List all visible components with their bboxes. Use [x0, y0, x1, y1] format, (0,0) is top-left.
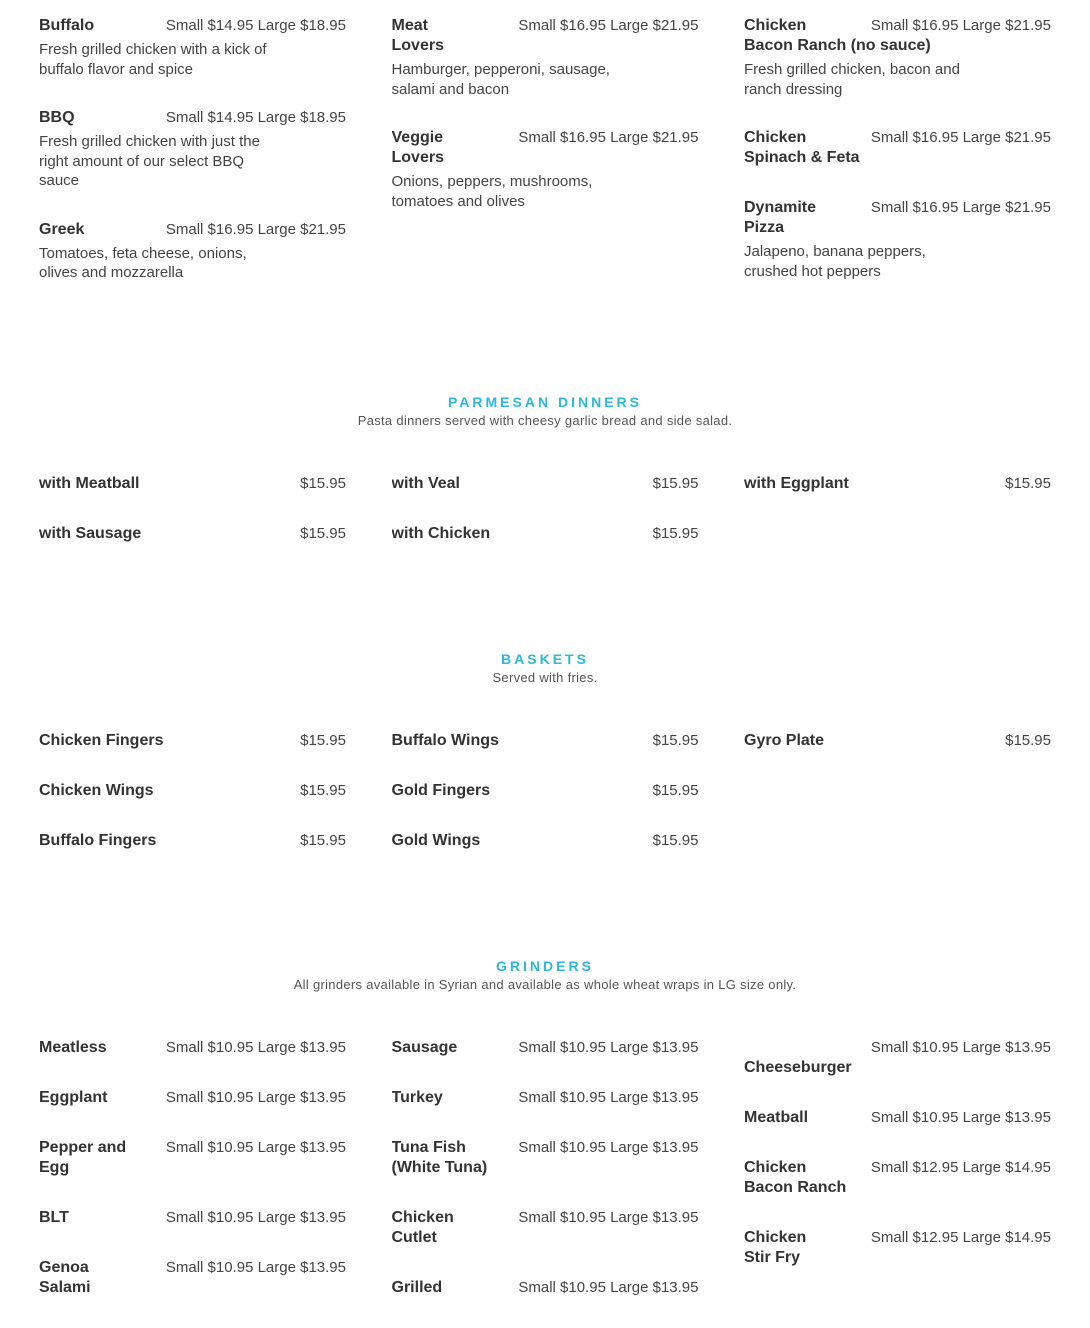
item-price: $15.95	[1005, 732, 1051, 749]
menu-item	[744, 198, 1051, 281]
menu-item	[744, 1158, 1051, 1198]
section-title: GRINDERS	[496, 958, 594, 974]
item-name: Pepper and Egg	[39, 1139, 127, 1176]
menu-item	[39, 108, 346, 191]
item-price: $15.95	[652, 782, 699, 799]
item-name: Meat Lovers	[391, 17, 444, 54]
item-name: Veggie Lovers	[391, 129, 444, 166]
menu-item	[39, 474, 346, 494]
item-name: BLT	[39, 1209, 69, 1226]
item-price: Small $16.95 Large $21.95	[165, 220, 346, 238]
item-name: Genoa Salami	[39, 1259, 91, 1296]
menu-item	[39, 1038, 346, 1058]
grinders-header	[0, 957, 1090, 992]
section-subtitle: All grinders available in Syrian and available as whole wheat wraps in LG size only.	[293, 977, 797, 992]
item-description: Tomatoes, feta cheese, onions, olives and mozzarella	[39, 244, 247, 281]
item-price: Small $10.95 Large $13.95	[165, 1209, 346, 1226]
menu-item	[744, 1108, 1051, 1128]
menu-item	[39, 524, 346, 544]
item-price: $15.95	[300, 525, 346, 542]
item-name: Meatball	[744, 1109, 809, 1126]
item-name: with Meatball	[39, 475, 140, 492]
item-price: Small $10.95 Large $13.95	[165, 1139, 346, 1156]
pizza-section	[39, 16, 1051, 312]
menu-column	[392, 16, 699, 312]
item-name: with Chicken	[391, 525, 491, 542]
item-name: with Sausage	[39, 525, 142, 542]
baskets-section	[39, 731, 1051, 881]
menu-column	[39, 16, 346, 312]
item-price: $15.95	[652, 475, 699, 492]
item-price: $15.95	[300, 475, 346, 492]
menu-column	[744, 16, 1051, 312]
parmesan-header	[0, 393, 1090, 428]
item-price: $15.95	[652, 525, 699, 542]
menu-item	[392, 781, 699, 801]
menu-item	[39, 781, 346, 801]
menu-item	[39, 1138, 346, 1178]
item-price: Small $14.95 Large $18.95	[165, 17, 346, 34]
item-name: with Veal	[391, 475, 460, 492]
item-name: Cheeseburger	[744, 1059, 852, 1076]
item-name: Gyro Plate	[744, 732, 825, 749]
item-name: Chicken Cutlet	[391, 1209, 454, 1246]
item-price: Small $10.95 Large $13.95	[518, 1089, 699, 1106]
menu-item	[744, 1228, 1051, 1268]
item-price: Small $10.95 Large $13.95	[165, 1259, 346, 1276]
menu-item	[39, 731, 346, 751]
item-name: Buffalo	[39, 17, 95, 34]
item-description: Onions, peppers, mushrooms, tomatoes and olives	[391, 173, 593, 210]
item-name: Chicken Stir Fry	[744, 1229, 807, 1266]
item-price: Small $10.95 Large $13.95	[870, 1039, 1051, 1056]
item-price: Small $10.95 Large $13.95	[518, 1209, 699, 1226]
item-price: Small $10.95 Large $13.95	[165, 1089, 346, 1106]
menu-column	[392, 474, 699, 574]
menu-item	[744, 474, 1051, 494]
menu-item	[392, 731, 699, 751]
item-price: Small $10.95 Large $13.95	[518, 1279, 699, 1296]
menu-item	[392, 474, 699, 494]
item-price: $15.95	[300, 732, 346, 749]
menu-item	[392, 1208, 699, 1248]
menu-item	[744, 128, 1051, 168]
menu-item	[392, 524, 699, 544]
item-name: with Eggplant	[744, 475, 849, 492]
item-name: Grilled	[391, 1279, 443, 1296]
item-price: Small $14.95 Large $18.95	[165, 109, 346, 126]
item-name: Chicken Wings	[39, 782, 154, 799]
item-description: Fresh grilled chicken with a kick of buffalo flavor and spice	[39, 41, 267, 78]
menu-item	[744, 1038, 1051, 1078]
menu-item	[392, 1088, 699, 1108]
item-price: Small $10.95 Large $13.95	[518, 1139, 699, 1156]
item-name: Chicken Bacon Ranch	[744, 1159, 847, 1196]
item-price: Small $16.95 Large $21.95	[870, 17, 1051, 34]
item-price: Small $10.95 Large $13.95	[870, 1109, 1051, 1126]
section-subtitle: Pasta dinners served with cheesy garlic bread and side salad.	[357, 413, 733, 428]
menu-item	[392, 831, 699, 851]
item-description: Jalapeno, banana peppers, crushed hot peppers	[744, 243, 926, 280]
item-price: Small $10.95 Large $13.95	[518, 1039, 699, 1056]
item-name: Gold Wings	[391, 832, 481, 849]
menu-column	[744, 731, 1051, 881]
item-description: Hamburger, pepperoni, sausage, salami and bacon	[391, 61, 610, 98]
item-name: Chicken Fingers	[39, 732, 164, 749]
item-price: Small $16.95 Large $21.95	[870, 129, 1051, 146]
item-price: Small $16.95 Large $21.95	[518, 17, 699, 34]
item-price: Small $16.95 Large $21.95	[870, 199, 1051, 216]
item-name: Tuna Fish (White Tuna)	[391, 1139, 488, 1176]
item-name: Meatless	[39, 1039, 107, 1056]
menu-item	[39, 220, 346, 283]
menu-column	[392, 731, 699, 881]
item-price: $15.95	[652, 732, 699, 749]
section-title: PARMESAN DINNERS	[448, 394, 642, 410]
parmesan-section	[39, 474, 1051, 574]
item-price: $15.95	[300, 832, 346, 849]
item-price: Small $12.95 Large $14.95	[870, 1229, 1051, 1246]
item-name: Chicken Spinach & Feta	[744, 129, 860, 166]
item-name: Buffalo Wings	[391, 732, 499, 749]
item-name: Buffalo Fingers	[39, 832, 157, 849]
menu-item	[392, 16, 699, 99]
menu-item	[392, 1138, 699, 1178]
menu-item	[392, 1038, 699, 1058]
item-name: Greek	[39, 220, 85, 238]
menu-column	[744, 474, 1051, 574]
item-price: Small $12.95 Large $14.95	[870, 1159, 1051, 1176]
item-name: Turkey	[391, 1089, 443, 1106]
item-name: Eggplant	[39, 1089, 108, 1106]
baskets-header	[0, 650, 1090, 685]
section-subtitle: Served with fries.	[492, 670, 598, 685]
menu-item	[39, 831, 346, 851]
item-name: Chicken Bacon Ranch (no sauce)	[744, 17, 931, 54]
menu-item	[392, 128, 699, 211]
item-price: $15.95	[300, 782, 346, 799]
menu-item	[39, 1208, 346, 1228]
menu-column	[39, 731, 346, 881]
item-description: Fresh grilled chicken, bacon and ranch dressing	[744, 61, 960, 98]
menu-item	[744, 731, 1051, 751]
item-name: Dynamite Pizza	[744, 199, 817, 236]
item-name: Gold Fingers	[391, 782, 491, 799]
item-price: $15.95	[652, 832, 699, 849]
item-name: Sausage	[391, 1039, 458, 1056]
menu-item	[744, 16, 1051, 99]
menu-item	[39, 1258, 346, 1298]
menu-item	[39, 1088, 346, 1108]
item-price: Small $10.95 Large $13.95	[165, 1039, 346, 1056]
menu-column	[39, 474, 346, 574]
item-name: BBQ	[39, 109, 75, 126]
section-title: BASKETS	[501, 651, 589, 667]
item-description: Fresh grilled chicken with just the right amount of our select BBQ sauce	[39, 133, 260, 189]
menu-item	[39, 16, 346, 79]
item-price: Small $16.95 Large $21.95	[518, 129, 699, 146]
menu-item	[392, 1278, 699, 1298]
item-price: $15.95	[1005, 475, 1051, 492]
